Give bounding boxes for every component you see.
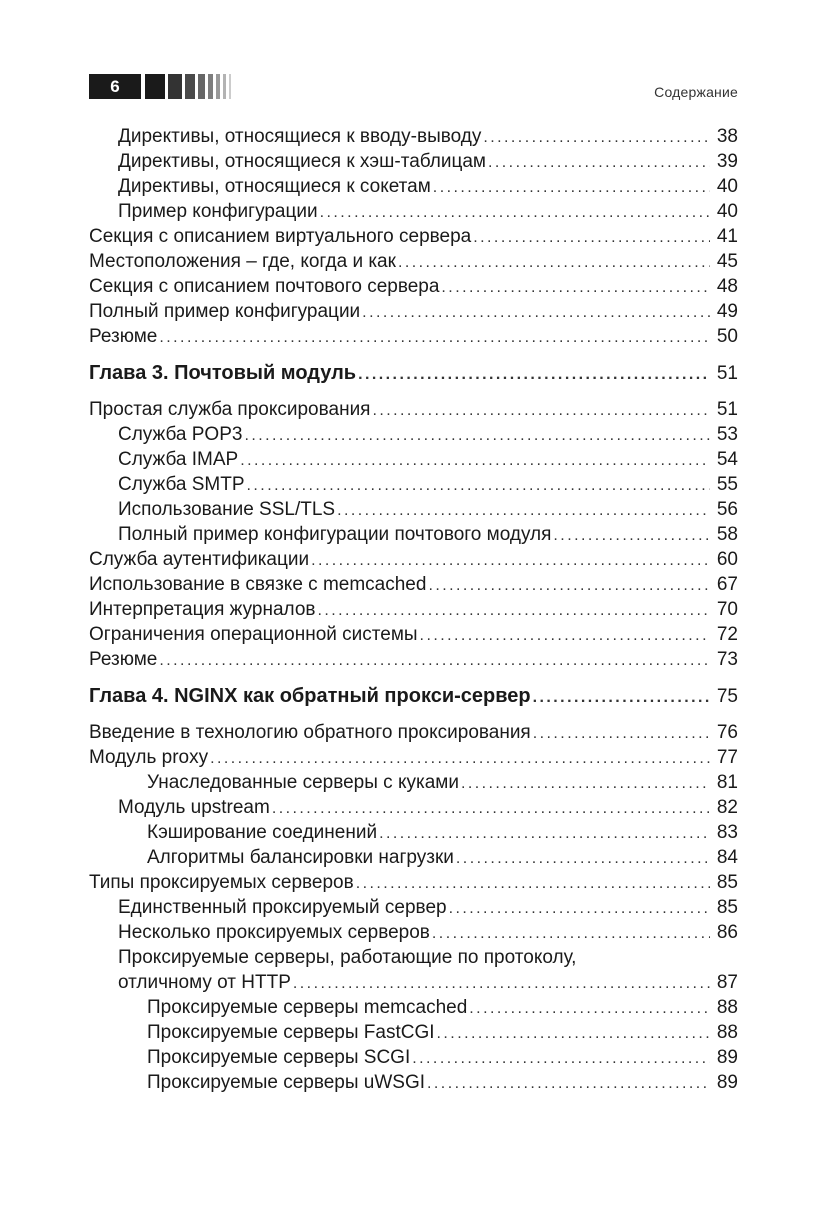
- toc-dot-leader: [398, 250, 710, 275]
- toc-entry[interactable]: [89, 547, 738, 572]
- toc-entry[interactable]: [89, 647, 738, 672]
- toc-entry-title: Модуль proxy: [89, 747, 209, 768]
- toc-entry-title: Проксируемые серверы, работающие по протоколу,: [118, 947, 577, 968]
- table-of-contents: [89, 124, 738, 1095]
- toc-entry[interactable]: [89, 845, 738, 870]
- toc-entry[interactable]: [89, 522, 738, 547]
- toc-entry-title: Простая служба проксирования: [89, 399, 371, 420]
- toc-entry[interactable]: [89, 795, 738, 820]
- toc-entry[interactable]: [89, 770, 738, 795]
- toc-entry-title: Интерпретация журналов: [89, 599, 316, 620]
- toc-entry-page: 76: [716, 722, 738, 743]
- toc-entry[interactable]: [89, 970, 738, 995]
- toc-dot-leader: [247, 473, 710, 498]
- toc-entry-page: 49: [716, 301, 738, 322]
- toc-dot-leader: [320, 200, 710, 225]
- toc-entry-page: 70: [716, 599, 738, 620]
- toc-dot-leader: [437, 1021, 710, 1046]
- toc-dot-leader: [272, 796, 710, 821]
- toc-entry-title: Введение в технологию обратного проксирования: [89, 722, 531, 743]
- toc-dot-leader: [469, 996, 710, 1021]
- toc-entry-page: 39: [716, 151, 738, 172]
- toc-entry-page: 86: [716, 922, 738, 943]
- toc-entry[interactable]: [89, 1045, 738, 1070]
- header-bar: [208, 74, 213, 99]
- toc-entry-page: 88: [716, 997, 738, 1018]
- page-header: [0, 0, 827, 110]
- toc-entry[interactable]: [89, 422, 738, 447]
- toc-entry[interactable]: [89, 745, 738, 770]
- toc-dot-leader: [420, 623, 710, 648]
- toc-entry[interactable]: [89, 597, 738, 622]
- header-bar: [229, 74, 231, 99]
- toc-entry-title: Местоположения – где, когда и как: [89, 251, 396, 272]
- toc-dot-leader: [533, 721, 710, 746]
- header-bar: [198, 74, 205, 99]
- toc-entry-page: 89: [716, 1047, 738, 1068]
- toc-entry-page: 50: [716, 326, 738, 347]
- toc-entry-page: 89: [716, 1072, 738, 1093]
- toc-entry-title: Использование в связке с memcached: [89, 574, 427, 595]
- toc-entry-title: Служба аутентификации: [89, 549, 310, 570]
- toc-entry[interactable]: [89, 397, 738, 422]
- toc-entry-title: Алгоритмы балансировки нагрузки: [147, 847, 454, 868]
- toc-entry[interactable]: [89, 274, 738, 299]
- toc-entry-title: Кэширование соединений: [147, 822, 378, 843]
- toc-entry-title: Унаследованные серверы с куками: [147, 772, 459, 793]
- toc-entry-page: 54: [716, 449, 738, 470]
- toc-entry-page: 40: [716, 201, 738, 222]
- toc-entry-title: Единственный проксируемый сервер: [118, 897, 447, 918]
- toc-dot-leader: [240, 448, 710, 473]
- toc-entry-title: Модуль upstream: [118, 797, 270, 818]
- toc-entry-title: отличному от HTTP: [118, 972, 291, 993]
- toc-entry[interactable]: [89, 199, 738, 224]
- toc-entry-page: 41: [716, 226, 738, 247]
- toc-dot-leader: [488, 150, 710, 175]
- toc-entry[interactable]: [89, 149, 738, 174]
- toc-entry-page: 88: [716, 1022, 738, 1043]
- toc-entry-title: Полный пример конфигурации: [89, 301, 361, 322]
- toc-dot-leader: [432, 921, 710, 946]
- header-bar: [223, 74, 226, 99]
- toc-dot-leader: [553, 523, 710, 548]
- toc-entry-page: 75: [716, 686, 738, 707]
- toc-entry-page: 58: [716, 524, 738, 545]
- toc-entry-page: 82: [716, 797, 738, 818]
- toc-entry-title: Директивы, относящиеся к сокетам: [118, 176, 431, 197]
- toc-entry[interactable]: [89, 945, 738, 970]
- toc-entry[interactable]: [89, 249, 738, 274]
- toc-entry-page: 85: [716, 897, 738, 918]
- toc-dot-leader: [159, 648, 710, 673]
- toc-entry-page: 51: [716, 363, 738, 384]
- toc-entry-title: Ограничения операционной системы: [89, 624, 418, 645]
- toc-entry-page: 73: [716, 649, 738, 670]
- toc-dot-leader: [533, 685, 710, 710]
- toc-entry[interactable]: [89, 324, 738, 349]
- toc-entry-title: Проксируемые серверы memcached: [147, 997, 468, 1018]
- toc-dot-leader: [441, 275, 710, 300]
- toc-entry[interactable]: [89, 622, 738, 647]
- toc-entry-page: 51: [716, 399, 738, 420]
- toc-entry-page: 87: [716, 972, 738, 993]
- toc-entry[interactable]: [89, 820, 738, 845]
- toc-entry-page: 38: [716, 126, 738, 147]
- toc-entry-page: 48: [716, 276, 738, 297]
- toc-entry-page: 85: [716, 872, 738, 893]
- toc-entry-title: Резюме: [89, 326, 158, 347]
- toc-dot-leader: [427, 1071, 710, 1096]
- toc-entry-page: 60: [716, 549, 738, 570]
- toc-entry[interactable]: [89, 720, 738, 745]
- toc-entry-page: 83: [716, 822, 738, 843]
- toc-dot-leader: [210, 746, 710, 771]
- toc-entry-title: Глава 4. NGINX как обратный прокси-сервер: [89, 685, 531, 707]
- header-bar: [145, 74, 165, 99]
- toc-entry-title: Служба SMTP: [118, 474, 245, 495]
- toc-entry-title: Пример конфигурации: [118, 201, 318, 222]
- toc-entry[interactable]: [89, 572, 738, 597]
- toc-entry[interactable]: [89, 1020, 738, 1045]
- toc-dot-leader: [412, 1046, 710, 1071]
- toc-entry-title: Секция с описанием виртуального сервера: [89, 226, 472, 247]
- toc-entry[interactable]: [89, 870, 738, 895]
- toc-entry-title: Несколько проксируемых серверов: [118, 922, 430, 943]
- toc-entry-title: Директивы, относящиеся к хэш-таблицам: [118, 151, 486, 172]
- toc-dot-leader: [428, 573, 710, 598]
- toc-entry[interactable]: [89, 299, 738, 324]
- toc-entry-page: 84: [716, 847, 738, 868]
- toc-dot-leader: [317, 598, 710, 623]
- toc-entry-page: 40: [716, 176, 738, 197]
- toc-dot-leader: [356, 871, 710, 896]
- toc-dot-leader: [433, 175, 710, 200]
- toc-entry-page: 53: [716, 424, 738, 445]
- toc-dot-leader: [461, 771, 710, 796]
- toc-entry[interactable]: [89, 447, 738, 472]
- toc-entry-title: Проксируемые серверы FastCGI: [147, 1022, 435, 1043]
- toc-entry-title: Глава 3. Почтовый модуль: [89, 362, 357, 384]
- toc-dot-leader: [372, 398, 710, 423]
- toc-dot-leader: [483, 125, 710, 150]
- header-bar: [216, 74, 220, 99]
- toc-dot-leader: [311, 548, 710, 573]
- toc-dot-leader: [337, 498, 710, 523]
- toc-dot-leader: [358, 362, 710, 387]
- toc-entry[interactable]: [89, 472, 738, 497]
- toc-entry-page: 45: [716, 251, 738, 272]
- toc-entry-page: 81: [716, 772, 738, 793]
- toc-entry[interactable]: [89, 895, 738, 920]
- toc-dot-leader: [159, 325, 710, 350]
- toc-entry-title: Служба POP3: [118, 424, 243, 445]
- toc-entry-title: Секция с описанием почтового сервера: [89, 276, 440, 297]
- toc-dot-leader: [449, 896, 710, 921]
- toc-entry-title: Проксируемые серверы uWSGI: [147, 1072, 426, 1093]
- toc-entry[interactable]: [89, 497, 738, 522]
- toc-entry[interactable]: [89, 1070, 738, 1095]
- toc-entry[interactable]: [89, 995, 738, 1020]
- toc-entry-title: Использование SSL/TLS: [118, 499, 336, 520]
- toc-entry-title: Проксируемые серверы SCGI: [147, 1047, 411, 1068]
- toc-entry[interactable]: [89, 920, 738, 945]
- toc-chapter-heading[interactable]: [89, 684, 738, 709]
- header-bar: [168, 74, 182, 99]
- toc-entry-title: Директивы, относящиеся к вводу-выводу: [118, 126, 482, 147]
- toc-entry[interactable]: [89, 174, 738, 199]
- toc-entry-title: Типы проксируемых серверов: [89, 872, 354, 893]
- toc-chapter-heading[interactable]: [89, 361, 738, 386]
- page-number: 6: [89, 74, 141, 99]
- running-head: Содержание: [654, 84, 738, 100]
- toc-dot-leader: [456, 846, 710, 871]
- toc-entry[interactable]: [89, 224, 738, 249]
- toc-entry-title: Резюме: [89, 649, 158, 670]
- toc-dot-leader: [362, 300, 710, 325]
- toc-dot-leader: [244, 423, 710, 448]
- toc-entry-title: Полный пример конфигурации почтового модуля: [118, 524, 552, 545]
- toc-entry-title: Служба IMAP: [118, 449, 239, 470]
- header-bar: [185, 74, 195, 99]
- toc-dot-leader: [473, 225, 710, 250]
- toc-entry-page: 77: [716, 747, 738, 768]
- toc-entry-page: 56: [716, 499, 738, 520]
- toc-entry[interactable]: [89, 124, 738, 149]
- toc-entry-page: 67: [716, 574, 738, 595]
- toc-dot-leader: [293, 971, 710, 996]
- toc-dot-leader: [379, 821, 710, 846]
- toc-entry-page: 55: [716, 474, 738, 495]
- toc-entry-page: 72: [716, 624, 738, 645]
